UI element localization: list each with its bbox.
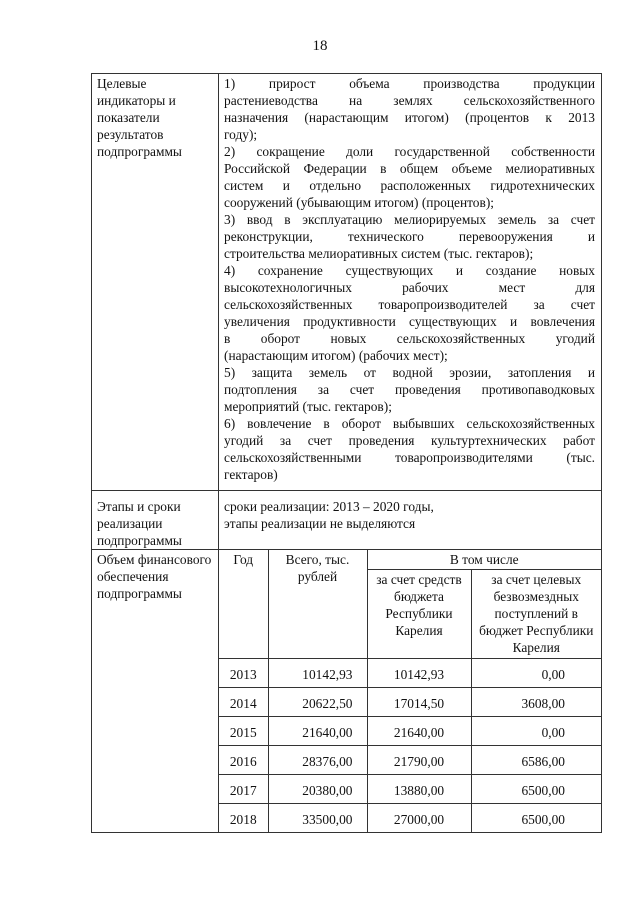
finance-total-cell: 10142,93 [268, 659, 367, 688]
indicators-label: Целевые индикаторы и показатели результатов подпрограммы [92, 74, 219, 491]
indicator-line: году); [224, 127, 258, 142]
stages-row [92, 491, 602, 550]
finance-targeted-cell: 6586,00 [471, 746, 601, 775]
indicator-line: в оборот новых сельскохозяйственных угодий [224, 331, 595, 346]
finance-year-row [219, 804, 601, 833]
indicator-line: 5) защита земель от водной эрозии, затопления и [224, 365, 595, 380]
finance-row [92, 550, 602, 833]
finance-budget-cell: 13880,00 [367, 775, 471, 804]
finance-total-cell: 20380,00 [268, 775, 367, 804]
finance-targeted-cell: 6500,00 [471, 775, 601, 804]
finance-year-row [219, 659, 601, 688]
indicator-line: увеличения продуктивности существующих и вовлечения [224, 314, 595, 329]
finance-total-cell: 28376,00 [268, 746, 367, 775]
finance-budget-cell: 21640,00 [367, 717, 471, 746]
finance-year-cell: 2013 [219, 659, 268, 688]
finance-year-row [219, 717, 601, 746]
finance-content [219, 550, 602, 833]
page-number: 18 [312, 38, 328, 54]
indicator-line: подтопления за счет проведения противопаводковых [224, 382, 595, 397]
indicator-line: реконструкции, технического перевооружения и [224, 229, 595, 244]
finance-total-cell: 33500,00 [268, 804, 367, 833]
finance-budget-cell: 17014,50 [367, 688, 471, 717]
finance-year-row [219, 688, 601, 717]
stages-line-2: этапы реализации не выделяются [224, 516, 416, 531]
finance-budget-cell: 27000,00 [367, 804, 471, 833]
indicator-line: угодий за счет проведения культуртехнических работ [224, 433, 595, 448]
indicator-line: Российской Федерации в общем объеме мелиоративных [224, 161, 595, 176]
finance-targeted-cell: 0,00 [471, 717, 601, 746]
indicators-lines [224, 75, 595, 483]
indicator-line: строительства мелиоративных систем (тыс. гектаров); [224, 246, 534, 261]
indicator-line: растениеводства на землях сельскохозяйственного [224, 93, 595, 108]
indicator-line: 1) прирост объема производства продукции [224, 76, 595, 91]
stages-label: Этапы и сроки реализации подпрограммы [92, 491, 219, 550]
indicators-row [92, 74, 602, 491]
passport-table [91, 73, 602, 833]
finance-year-cell: 2018 [219, 804, 268, 833]
indicator-line: назначения (нарастающим итогом) (процентов к 2013 [224, 110, 595, 125]
indicator-line: сооружений (убывающим итогом) (процентов); [224, 195, 494, 210]
finance-header-row-1 [219, 550, 601, 570]
indicator-line: высокотехнологичных рабочих мест для [224, 280, 595, 295]
indicator-line: (нарастающим итогом) (рабочих мест); [224, 348, 448, 363]
indicator-line: 2) сокращение доли государственной собственности [224, 144, 595, 159]
finance-year-cell: 2014 [219, 688, 268, 717]
finance-year-row [219, 775, 601, 804]
budget-header: за счет средств бюджета Республики Карелия [367, 570, 471, 659]
finance-budget-cell: 21790,00 [367, 746, 471, 775]
finance-budget-cell: 10142,93 [367, 659, 471, 688]
indicator-line: 6) вовлечение в оборот выбывших сельскохозяйственных [224, 416, 595, 431]
targeted-header: за счет целевых безвозмездных поступлений в бюджет Республики Карелия [471, 570, 601, 659]
finance-year-cell: 2016 [219, 746, 268, 775]
indicator-line: 4) сохранение существующих и создание новых [224, 263, 595, 278]
total-header: Всего, тыс. рублей [268, 550, 367, 659]
stages-content [219, 491, 602, 550]
indicator-line: сельскохозяйственных товаропроизводителей за счет [224, 297, 595, 312]
finance-table [219, 550, 601, 832]
indicator-line: 3) ввод в эксплуатацию мелиорируемых земель за счет [224, 212, 595, 227]
indicators-content [219, 74, 602, 491]
finance-targeted-cell: 6500,00 [471, 804, 601, 833]
finance-total-cell: 20622,50 [268, 688, 367, 717]
indicator-line: систем и отдельно расположенных гидротехнических [224, 178, 595, 193]
indicator-line: гектаров) [224, 467, 278, 482]
finance-total-cell: 21640,00 [268, 717, 367, 746]
finance-targeted-cell: 0,00 [471, 659, 601, 688]
finance-label: Объем финансового обеспечения подпрограммы [92, 550, 219, 833]
including-header: В том числе [367, 550, 601, 570]
stages-line-1: сроки реализации: 2013 – 2020 годы, [224, 499, 434, 514]
year-header: Год [219, 550, 268, 659]
indicator-line: мероприятий (тыс. гектаров); [224, 399, 392, 414]
indicator-line: сельскохозяйственными товаропроизводителями (тыс. [224, 450, 595, 465]
finance-year-cell: 2017 [219, 775, 268, 804]
finance-targeted-cell: 3608,00 [471, 688, 601, 717]
finance-year-cell: 2015 [219, 717, 268, 746]
finance-year-row [219, 746, 601, 775]
